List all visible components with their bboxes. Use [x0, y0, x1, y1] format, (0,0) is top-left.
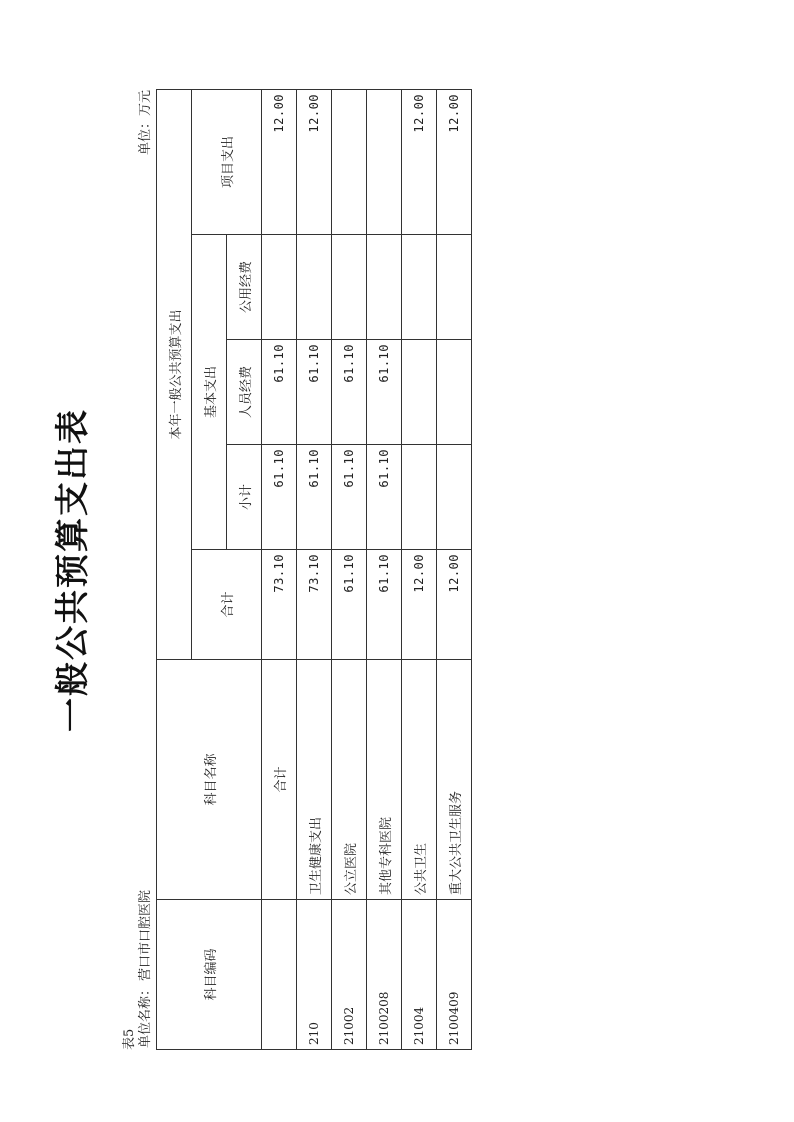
unit-name-value: 营口市口腔医院 [138, 889, 153, 981]
cell-code: 210 [297, 900, 332, 1050]
cell-total: 61.10 [367, 550, 402, 660]
table-row [262, 89, 297, 1049]
unit-name-line [134, 890, 153, 1050]
table-row [402, 89, 437, 1049]
cell-personnel: 61.10 [332, 340, 367, 445]
cell-subtotal [402, 445, 437, 550]
budget-table [156, 89, 472, 1050]
cell-name: 其他专科医院 [367, 660, 402, 900]
header-basic: 基本支出 [192, 235, 227, 550]
page-title: 一般公共预算支出表 [53, 408, 93, 732]
header-personnel: 人员经费 [227, 340, 262, 445]
cell-code: 2100409 [437, 900, 472, 1050]
cell-name: 重大公共卫生服务 [437, 660, 472, 900]
table-row [332, 89, 367, 1049]
cell-personnel: 61.10 [367, 340, 402, 445]
header-name: 科目名称 [157, 660, 262, 900]
cell-name: 公立医院 [332, 660, 367, 900]
table-row [437, 89, 472, 1049]
cell-code: 21002 [332, 900, 367, 1050]
cell-personnel [437, 340, 472, 445]
cell-total: 12.00 [402, 550, 437, 660]
cell-subtotal [437, 445, 472, 550]
cell-total: 73.10 [297, 550, 332, 660]
header-public: 公用经费 [227, 235, 262, 340]
cell-name: 合计 [262, 660, 297, 900]
header-group: 本年一般公共预算支出 [157, 89, 192, 659]
cell-name: 卫生健康支出 [297, 660, 332, 900]
table-number: 表5 [122, 1028, 137, 1050]
cell-project: 12.00 [437, 89, 472, 234]
cell-total: 73.10 [262, 550, 297, 660]
cell-project [332, 89, 367, 234]
cell-code: 21004 [402, 900, 437, 1050]
cell-public [437, 235, 472, 340]
cell-subtotal: 61.10 [297, 445, 332, 550]
cell-project: 12.00 [262, 89, 297, 234]
header-project: 项目支出 [192, 89, 262, 234]
table-row [367, 89, 402, 1049]
cell-public [402, 235, 437, 340]
cell-code: 2100208 [367, 900, 402, 1050]
header-code: 科目编码 [157, 900, 262, 1050]
unit-name-label: 单位名称： [138, 982, 153, 1048]
cell-total: 61.10 [332, 550, 367, 660]
cell-personnel: 61.10 [297, 340, 332, 445]
cell-project: 12.00 [402, 89, 437, 234]
cell-name: 公共卫生 [402, 660, 437, 900]
currency-unit: 单位：万元 [138, 90, 153, 156]
header-total: 合计 [192, 550, 262, 660]
cell-public [297, 235, 332, 340]
cell-project [367, 89, 402, 234]
cell-code [262, 900, 297, 1050]
cell-personnel: 61.10 [262, 340, 297, 445]
cell-total: 12.00 [437, 550, 472, 660]
rotated-sheet [53, 90, 490, 1050]
cell-subtotal: 61.10 [367, 445, 402, 550]
cell-project: 12.00 [297, 89, 332, 234]
cell-public [262, 235, 297, 340]
table-row [297, 89, 332, 1049]
header-subtotal: 小计 [227, 445, 262, 550]
cell-subtotal: 61.10 [262, 445, 297, 550]
cell-public [332, 235, 367, 340]
cell-personnel [402, 340, 437, 445]
cell-public [367, 235, 402, 340]
cell-subtotal: 61.10 [332, 445, 367, 550]
